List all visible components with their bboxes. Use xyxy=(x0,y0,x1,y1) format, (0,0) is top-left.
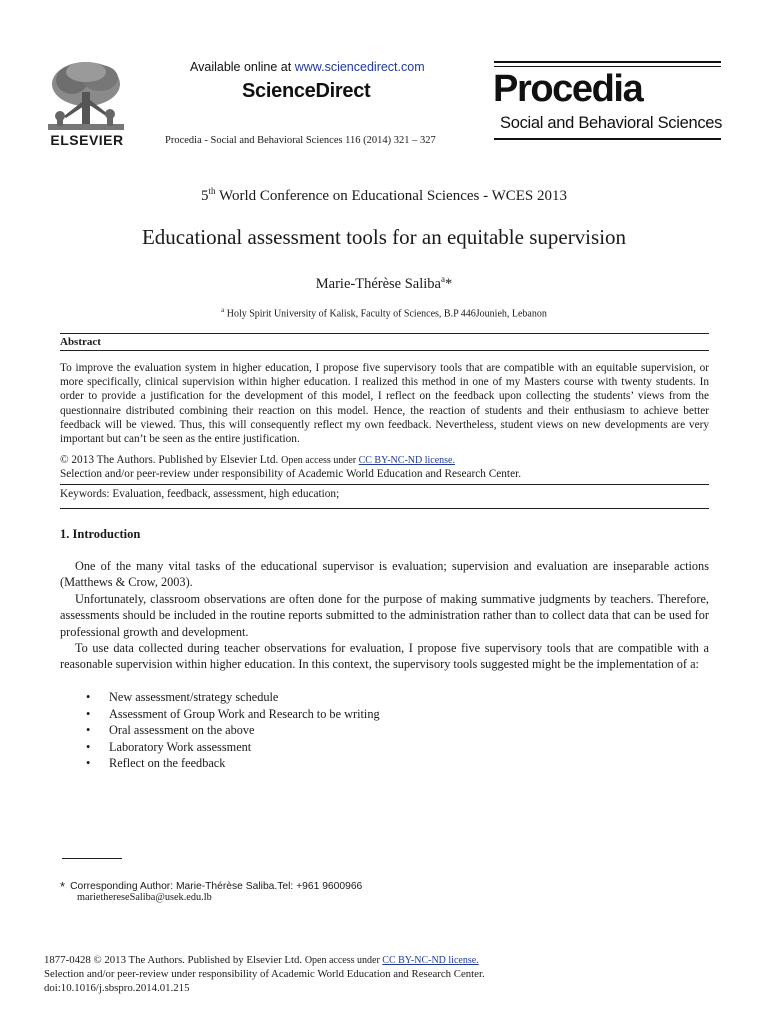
journal-citation: Procedia - Social and Behavioral Sciences 116 (2014) 321 – 327 xyxy=(165,135,436,146)
abstract-selection: Selection and/or peer-review under responsibility of Academic World Education and Research Center. xyxy=(60,468,522,480)
intro-heading: 1. Introduction xyxy=(60,527,141,541)
abstract-license-link[interactable]: CC BY-NC-ND license. xyxy=(358,455,455,466)
abstract-copyright xyxy=(60,454,455,466)
author-affil-mark: a xyxy=(440,274,445,284)
footnote-rule xyxy=(62,858,122,859)
author-star: * xyxy=(444,275,453,292)
footer-copyright-text: 1877-0428 © 2013 The Authors. Published by Elsevier Ltd. xyxy=(44,954,305,966)
abstract-top-rule xyxy=(60,333,709,334)
footnote-line-1: Corresponding Author: Marie-Thérèse Saliba.Tel: +961 9600966 xyxy=(70,881,363,892)
abstract-copyright-text: © 2013 The Authors. Published by Elsevier Ltd. xyxy=(60,454,282,466)
available-online-line xyxy=(190,60,425,74)
affiliation-mark: a xyxy=(221,306,225,314)
abstract-open-access: Open access under xyxy=(281,455,359,466)
conference-ordinal: 5 xyxy=(201,188,209,204)
list-item: • Oral assessment on the above xyxy=(86,722,380,739)
intro-paragraph-1: One of the many vital tasks of the educational supervisor is evaluation; supervision and evaluation are inseparable actions (Matthews & Crow, 2003). xyxy=(60,559,709,590)
intro-paragraph-2: Unfortunately, classroom observations are often done for the purpose of making summative judgments by teachers. Therefore, assessments should be included in the routine reports submitted to the administration rather than to collect data that can be used for professional growth and development. xyxy=(60,592,709,639)
keywords: Keywords: Evaluation, feedback, assessment, high education; xyxy=(60,488,340,500)
footer-copyright xyxy=(44,954,479,966)
conference-line xyxy=(0,186,768,205)
affiliation-text: Holy Spirit University of Kalisk, Faculty of Sciences, B.P 446Jounieh, Lebanon xyxy=(226,308,547,320)
list-item: • Laboratory Work assessment xyxy=(86,739,380,756)
procedia-subtitle: Social and Behavioral Sciences xyxy=(500,114,723,132)
elsevier-wordmark: ELSEVIER xyxy=(50,132,124,148)
sciencedirect-logo: ScienceDirect xyxy=(242,80,371,102)
footnote-star: * xyxy=(60,879,66,894)
author-name: Marie-Thérèse Saliba xyxy=(315,275,441,292)
footer-open-access: Open access under xyxy=(304,955,383,966)
procedia-top-rule xyxy=(494,61,721,63)
keywords-top-rule xyxy=(60,484,709,485)
footnote-email: mariethereseSaliba@usek.edu.lb xyxy=(77,892,212,903)
list-item: • Reflect on the feedback xyxy=(86,755,380,772)
paper-title: Educational assessment tools for an equitable supervision xyxy=(141,225,627,249)
abstract-heading: Abstract xyxy=(60,336,101,348)
intro-paragraph-3: To use data collected during teacher observations for evaluation, I propose five supervisory tools that are compatible with a reasonable supervision within higher education. In this context, the supervisory tools suggested might be the implementation of a: xyxy=(60,641,709,672)
footer-selection: Selection and/or peer-review under responsibility of Academic World Education and Research Center. xyxy=(44,968,485,980)
footnote-corresponding xyxy=(60,877,362,892)
tools-list xyxy=(86,689,380,772)
list-item: • New assessment/strategy schedule xyxy=(86,689,380,706)
conference-ordinal-sup: th xyxy=(208,186,216,196)
footer-doi: doi:10.1016/j.sbspro.2014.01.215 xyxy=(44,982,190,994)
abstract-heading-rule xyxy=(60,350,709,351)
keywords-bottom-rule xyxy=(60,508,709,509)
procedia-top-rule-thin xyxy=(494,66,721,67)
list-item: • Assessment of Group Work and Research to be writing xyxy=(86,706,380,723)
sciencedirect-url[interactable]: www.sciencedirect.com xyxy=(294,60,425,74)
author-line xyxy=(0,274,768,293)
procedia-bottom-rule xyxy=(494,138,721,140)
procedia-title: Procedia xyxy=(493,68,643,110)
affiliation-line xyxy=(0,306,768,319)
available-prefix: Available online at xyxy=(190,60,295,74)
conference-name: World Conference on Educational Sciences - WCES 2013 xyxy=(215,188,567,204)
footer-license-link[interactable]: CC BY-NC-ND license. xyxy=(382,955,479,966)
abstract-body: To improve the evaluation system in higher education, I propose five supervisory tools that are compatible with an equitable supervision, or more specifically, clinical supervision within higher education. I realized this method in one of my Masters course with twenty students. In order to provide a justification for the development of this model, I reflect on the feedback upon collecting the students’ views from the questionnaire distributed combining their reaction on this model. Hence, the reaction of students and their enthusiasm to achieve better feedback will be viewed. Thus, this will consequently reflect my own feedback. Nevertheless, student views on new developments are very important but can’t be seen as the entire justification. xyxy=(60,362,709,446)
